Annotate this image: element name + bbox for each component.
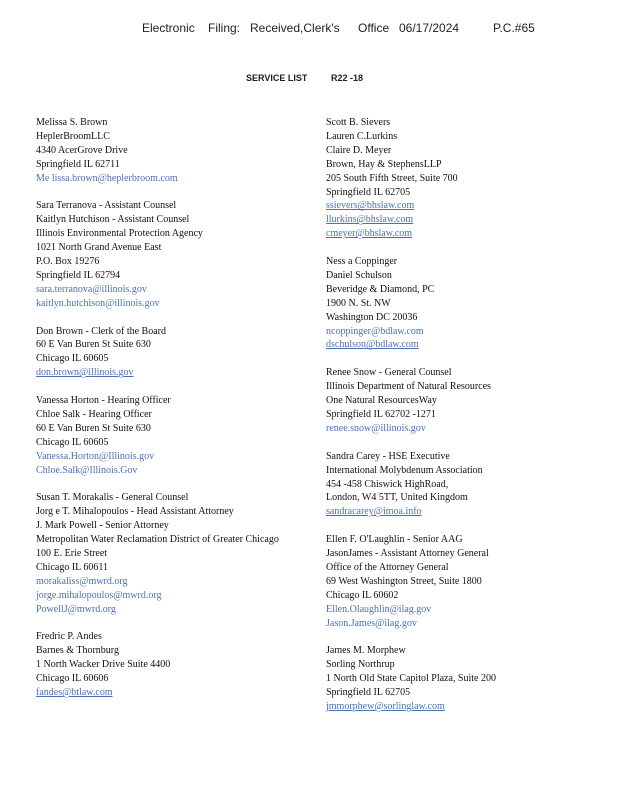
contact-line: Springfield IL 62794	[36, 269, 121, 281]
email-link[interactable]: cmeyer@bhslaw.com	[326, 228, 413, 240]
contact-line: Melissa S. Brown	[36, 117, 108, 128]
contact-block	[326, 116, 576, 241]
email-link[interactable]: Vanessa.Horton@Illinois.gov	[36, 450, 155, 462]
contact-line: Vanessa Horton - Hearing Officer	[36, 395, 171, 407]
contact-line: Jorg e T. Mihalopoulos - Head Assistant Attorney	[36, 506, 234, 518]
contact-line: Barnes & Thornburg	[36, 645, 119, 657]
contact-block	[326, 533, 576, 630]
email-link[interactable]: kaitlyn.hutchison@illinois.gov	[36, 297, 160, 309]
contact-line: 4340 AcerGrove Drive	[36, 144, 128, 156]
contact-line: One Natural ResourcesWay	[326, 395, 437, 407]
contact-line: Daniel Schulson	[326, 269, 392, 281]
left-column	[36, 116, 326, 714]
contact-line: Washington DC 20036	[326, 311, 418, 323]
email-link[interactable]: jorge.mihalopoulos@mwrd.org	[36, 589, 162, 601]
contact-line: 454 -458 Chiswick HighRoad,	[326, 478, 449, 490]
contact-line: 205 South Fifth Street, Suite 700	[326, 172, 458, 184]
contact-line: Sandra Carey - HSE Executive	[326, 450, 450, 462]
contact-line: 100 E. Erie Street	[36, 548, 108, 560]
contact-line: Sorling Northrup	[326, 659, 395, 671]
contact-line: Sara Terranova - Assistant Counsel	[36, 200, 177, 212]
contact-line: Kaitlyn Hutchison - Assistant Counsel	[36, 214, 190, 226]
contact-line: Office of the Attorney General	[326, 561, 449, 573]
contact-line: Chicago IL 60606	[36, 673, 109, 685]
email-link[interactable]: fandes@btlaw.com	[36, 687, 113, 699]
contact-line: London, W4 5TT, United Kingdom	[326, 492, 468, 504]
email-link[interactable]: Me lissa.brown@heplerbroom.com	[36, 172, 178, 184]
email-link[interactable]: ncoppinger@bdlaw.com	[326, 325, 424, 337]
contact-line: Claire D. Meyer	[326, 144, 392, 156]
title-label: SERVICE LIST	[246, 73, 308, 83]
contact-line: Beveridge & Diamond, PC	[326, 283, 435, 295]
contact-line: Chicago IL 60611	[36, 561, 109, 573]
contact-line: Chicago IL 60605	[36, 353, 109, 365]
email-link[interactable]: Jason.James@ilag.gov	[326, 617, 417, 629]
email-link[interactable]: llurkins@bhslaw.com	[326, 214, 414, 226]
contact-line: 1 North Old State Capitol Plaza, Suite 200	[326, 673, 496, 685]
contact-line: James M. Morphew	[326, 645, 406, 657]
contact-line: International Molybdenum Association	[326, 464, 483, 476]
header-electronic: Electronic	[142, 21, 195, 35]
contact-line: Springfield IL 62705	[326, 186, 411, 198]
contact-line: Susan T. Morakalis - General Counsel	[36, 492, 189, 504]
email-link[interactable]: morakaliss@mwrd.org	[36, 575, 128, 587]
contact-line: 1900 N. St. NW	[326, 297, 391, 309]
contact-line: 69 West Washington Street, Suite 1800	[326, 575, 482, 587]
contact-line: J. Mark Powell - Senior Attorney	[36, 520, 169, 532]
contact-line: 1021 North Grand Avenue East	[36, 242, 162, 254]
contact-line: Metropolitan Water Reclamation District of Greater Chicago	[36, 534, 279, 546]
contact-line: Chloe Salk - Hearing Officer	[36, 408, 152, 420]
contact-line: Ellen F. O'Laughlin - Senior AAG	[326, 534, 463, 546]
header-office: Office	[358, 21, 390, 35]
contact-block	[326, 644, 576, 714]
title-case: R22 -18	[331, 73, 364, 83]
contact-line: 60 E Van Buren St Suite 630	[36, 339, 151, 351]
contact-line: Fredric P. Andes	[36, 631, 102, 643]
contact-line: Springfield IL 62705	[326, 687, 411, 699]
contact-line: Illinois Department of Natural Resources	[326, 381, 491, 393]
contact-line: Chicago IL 60602	[326, 589, 399, 601]
email-link[interactable]: jmmorphew@sorlinglaw.com	[326, 700, 445, 712]
service-list-title	[0, 73, 618, 87]
contact-line: Lauren C.Lurkins	[326, 130, 398, 142]
contact-line: P.O. Box 19276	[36, 256, 100, 268]
contact-line: Ness a Coppinger	[326, 256, 398, 268]
contact-block	[36, 325, 326, 381]
contact-line: Springfield IL 62702 -1271	[326, 409, 436, 420]
contact-line: 60 E Van Buren St Suite 630	[36, 422, 151, 434]
contact-line: Springfield IL 62711	[36, 158, 120, 170]
contact-line: Scott B. Sievers	[326, 117, 391, 128]
contact-line: 1 North Wacker Drive Suite 4400	[36, 659, 171, 671]
header-received: Received,Clerk's	[250, 21, 340, 35]
contact-line: Don Brown - Clerk of the Board	[36, 325, 166, 337]
header-date: 06/17/2024	[399, 21, 460, 35]
contact-line: HeplerBroomLLC	[36, 130, 110, 142]
email-link[interactable]: ssievers@bhslaw.com	[326, 200, 415, 212]
filing-header	[0, 21, 618, 37]
contact-block	[36, 116, 326, 186]
contact-line: JasonJames - Assistant Attorney General	[326, 548, 489, 560]
email-link[interactable]: sara.terranova@illinois.gov	[36, 283, 147, 295]
contact-block	[36, 394, 326, 477]
contact-block	[36, 630, 326, 700]
contact-line: Chicago IL 60605	[36, 436, 109, 448]
email-link[interactable]: dschulson@bdlaw.com	[326, 339, 419, 351]
email-link[interactable]: sandracarey@imoa.info	[326, 506, 422, 518]
contact-block	[326, 450, 576, 520]
contact-line: Renee Snow - General Counsel	[326, 367, 452, 379]
email-link[interactable]: PowellJ@mwrd.org	[36, 603, 116, 615]
contact-block	[36, 199, 326, 310]
email-link[interactable]: Ellen.Olaughlin@ilag.gov	[326, 603, 432, 615]
contact-line: Illinois Environmental Protection Agency	[36, 228, 203, 240]
header-pc: P.C.#65	[493, 21, 535, 35]
email-link[interactable]: renee.snow@illinois.gov	[326, 422, 426, 434]
email-link[interactable]: don.brown@illinois.gov	[36, 367, 134, 379]
contact-block	[326, 255, 576, 352]
contact-block	[36, 491, 326, 616]
header-filing: Filing:	[208, 21, 241, 35]
email-link[interactable]: Chloe.Salk@Illinois.Gov	[36, 464, 138, 476]
right-column	[326, 116, 576, 728]
contact-line: Brown, Hay & StephensLLP	[326, 158, 442, 170]
contact-block	[326, 366, 576, 436]
